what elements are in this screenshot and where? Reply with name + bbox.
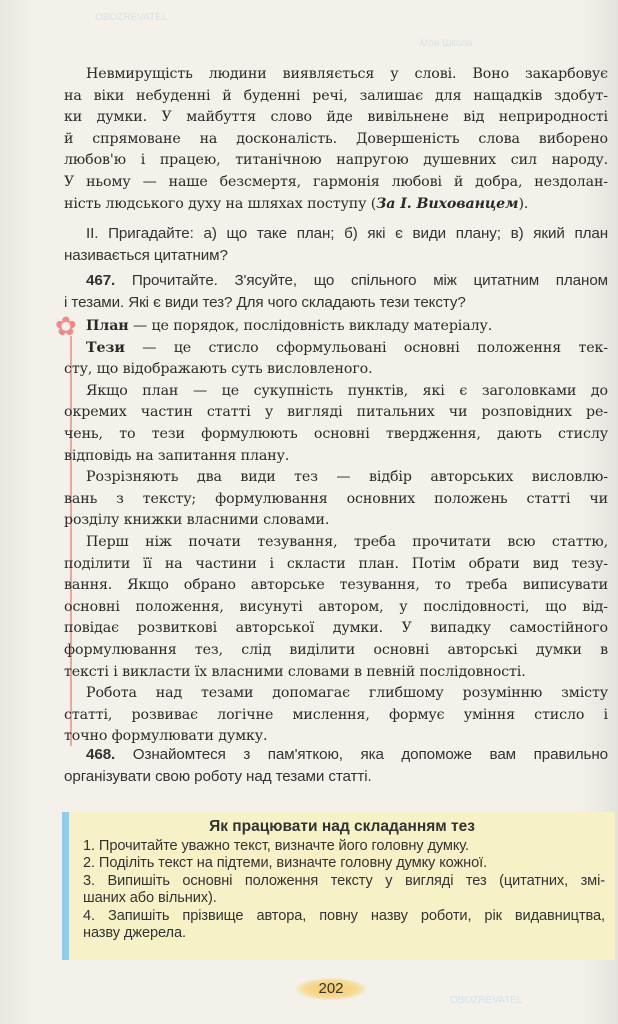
theory-paragraph (64, 338, 608, 381)
text-line: називається цитатним? (64, 246, 228, 264)
text-line: повідає розвиткові авторської думки. У випадку самостійного (64, 620, 608, 637)
theory-paragraph (64, 683, 608, 748)
task-ii (64, 223, 608, 266)
exercise-467 (64, 270, 608, 313)
text-line: чень, то тези формулюють основні твердження, дають стислу (64, 425, 608, 442)
text-line: відповідь на запитання плану. (64, 447, 290, 464)
text-line: ність людського духу на шляхах поступу (За І. Вихованцем). (64, 195, 529, 212)
term: План (86, 318, 129, 334)
author-citation: За І. Вихованцем (376, 195, 519, 212)
memo-title: Як працювати над складанням тез (209, 818, 475, 835)
text-line: Тези — це стисло сформульовані основні положення тек- (86, 339, 608, 356)
quote-paragraph (64, 64, 608, 215)
text-line: ІІ. Пригадайте: а) що таке план; б) які є види плану; в) який план (86, 225, 608, 242)
text-line: ки думки. У майбуття слово йде вивільнене від неприродності (64, 109, 608, 126)
exercise-468 (64, 744, 608, 787)
text-line: основні положення, висунуті автором, у послідовності, що від- (64, 598, 608, 615)
exercise-number: 467. (86, 272, 132, 289)
memo-item: назву джерела. (83, 924, 186, 941)
text-line: 467. Прочитайте. З'ясуйте, що спільного між цитатним планом (86, 272, 609, 289)
watermark: OBOZREVATEL (450, 995, 523, 1006)
watermark: OBOZREVATEL (95, 12, 168, 23)
text-line: і тезами. Які є види тез? Для чого складають тези тексту? (64, 293, 466, 311)
text-line: Невмирущість людини виявляється у слові. Воно закарбовує (86, 66, 608, 82)
memo-box (62, 812, 615, 960)
text-line: Робота над тезами допомагає глибшому розумінню змісту (86, 685, 608, 702)
exercise-number: 468. (86, 746, 133, 763)
text-line: окремих частин статті у вигляді питальних чи розповідних ре- (64, 404, 608, 421)
memo-list (83, 838, 605, 942)
theory-paragraph (64, 381, 608, 467)
theory-paragraph (64, 467, 608, 532)
text-line: Якщо план — це сукупність пунктів, які є заголовками до (86, 382, 608, 399)
memo-item: шаних або вільних). (83, 890, 217, 907)
term: Тези (86, 339, 125, 356)
text-line: Перш ніж почати тезування, треба прочитати всю статтю, (86, 533, 608, 550)
text-line: поділити її на частини і скласти план. Потім обрати вид тезу- (64, 555, 608, 572)
theory-paragraph (64, 316, 608, 338)
theory-block (64, 316, 608, 748)
memo-item: 2. Поділіть текст на підтеми, визначте головну думку кожної. (83, 855, 488, 872)
text-line: формулювання тез, слід виділити основні авторські думки в (64, 641, 608, 658)
memo-item: 4. Запишіть прізвище автора, повну назву роботи, рік видавництва, (83, 907, 605, 924)
memo-item: 3. Випишіть основні положення тексту у вигляді тез (цитатних, змі- (83, 872, 605, 889)
text-line: точно формулювати думку. (64, 728, 268, 745)
watermark: Моя Школа (420, 38, 473, 49)
page-number: 202 (296, 978, 366, 1000)
text-line: любов'ю і працею, титанічною напругою душевних сил народу. (64, 152, 608, 169)
text-line: План — це порядок, послідовність викладу матеріалу. (86, 318, 493, 334)
text-line: тексті і викласти їх власними словами в певній послідовності. (64, 663, 526, 680)
text-line: статті, розвиває логічне мислення, формує уміння стисло і (64, 706, 608, 723)
text-line: 468. Ознайомтеся з пам'яткою, яка допоможе вам правильно (86, 746, 609, 763)
text-line: Розрізняють два види тез — відбір авторських висловлю- (86, 469, 608, 486)
text-line: розділу книжки власними словами. (64, 512, 330, 529)
memo-item: 1. Прочитайте уважно текст, визначте його головну думку. (83, 838, 469, 854)
text-line: організувати свою роботу над тезами статті. (64, 767, 372, 785)
flower-icon: ✿ (55, 312, 77, 342)
text-line: У ньому — наше безсмертя, гармонія любові й добра, нездолан- (64, 173, 608, 190)
text-line: вань з тексту; формулювання основних положень статті чи (64, 490, 608, 507)
text-line: сту, що відображають суть висловленого. (64, 361, 373, 378)
theory-paragraph (64, 532, 608, 683)
text-line: й спрямоване на досконалість. Довершеність слова виборено (64, 130, 608, 147)
text-line: на віки небуденні й буденні речі, залишає для нащадків здобут- (64, 87, 608, 104)
text-line: вання. Якщо обрано авторське тезування, то треба виписувати (64, 577, 608, 594)
